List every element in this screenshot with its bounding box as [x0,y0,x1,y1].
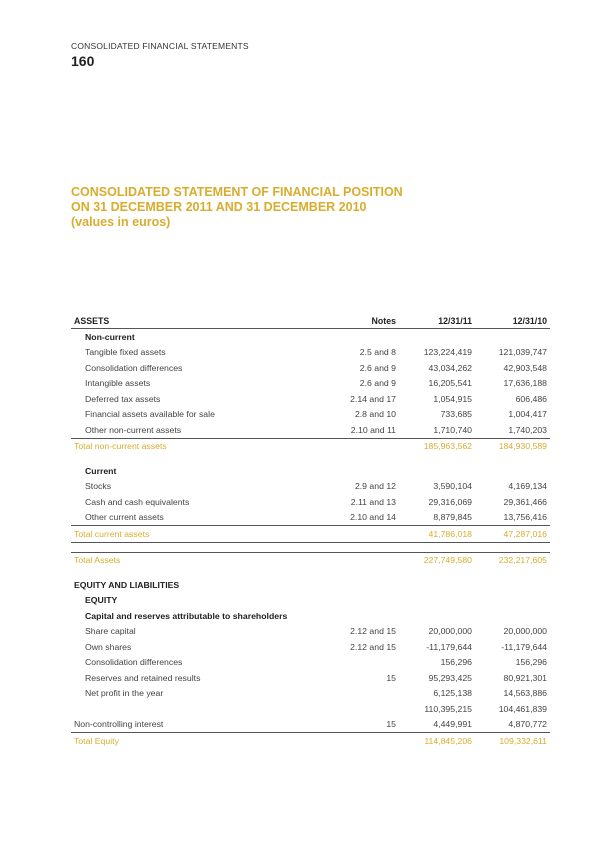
table-row [71,717,550,733]
noncontrolling-label: Non-controlling interest [71,717,333,733]
row-label: Own shares [85,641,132,652]
equity-subtotal-2011: 110,395,215 [424,703,472,714]
noncontrolling-2010: 4,870,772 [475,717,550,733]
section-label: CONSOLIDATED FINANCIAL STATEMENTS [71,41,249,51]
row-label: Other non-current assets [71,422,333,438]
row-label: Stocks [85,481,112,492]
spacer-row [71,568,550,577]
total-current-label: Total current assets [71,526,333,543]
notes-header: Notes [333,313,399,329]
section-heading-row [71,577,550,593]
row-value-2011: 43,034,262 [428,362,472,373]
current-heading: Current [85,465,117,476]
row-value-2010: 13,756,416 [475,510,550,526]
total-assets-label: Total Assets [71,552,333,568]
table-row [71,670,550,686]
row-label: Net profit in the year [85,688,164,699]
total-equity-2011: 114,845,206 [424,735,472,746]
title-line-1: CONSOLIDATED STATEMENT OF FINANCIAL POSITION [71,185,403,199]
subtotal-row [71,701,550,717]
row-notes: 2.12 and 15 [350,626,396,637]
row-value-2011: 95,293,425 [428,672,472,683]
row-value-2011: 156,296 [440,657,472,668]
row-notes: 2.10 and 11 [333,422,399,438]
year-2010-header: 12/31/10 [475,313,550,329]
total-row [71,526,550,543]
row-value-2010: 1,740,203 [475,422,550,438]
table-row [71,494,550,510]
total-equity-2010: 109,332,611 [499,735,547,746]
row-value-2010: 1,004,417 [508,409,547,420]
row-value-2011: 8,879,845 [399,510,475,526]
row-value-2010: 121,039,747 [498,347,547,358]
row-notes: 2.8 and 10 [354,409,396,420]
row-value-2010: -11,179,644 [501,641,547,652]
row-notes: 2.11 and 13 [350,496,396,507]
table-row [71,422,550,438]
row-notes: 2.10 and 14 [333,510,399,526]
total-noncurrent-label: Total non-current assets [74,441,167,452]
table-row [71,510,550,526]
table-row [71,479,550,495]
row-value-2011: -11,179,644 [426,641,472,652]
row-notes: 2.9 and 12 [354,481,396,492]
row-label: Tangible fixed assets [85,347,166,358]
row-value-2011: 16,205,541 [428,378,472,389]
table-header-row [71,313,550,329]
row-notes: 2.6 and 9 [359,362,396,373]
financial-position-table [71,313,550,749]
row-notes: 15 [333,717,399,733]
title-line-2: ON 31 DECEMBER 2011 AND 31 DECEMBER 2010 [71,200,367,214]
row-notes: 2.5 and 8 [359,347,396,358]
total-current-2011: 41,786,018 [399,526,475,543]
table-row [71,391,550,407]
row-value-2011: 6,125,138 [433,688,472,699]
table-row [71,686,550,702]
section-heading-row [71,608,550,624]
title-line-3: (values in euros) [71,215,171,229]
row-value-2011: 3,590,104 [433,481,472,492]
row-notes: 2.12 and 15 [350,641,396,652]
row-value-2010: 80,921,301 [503,672,547,683]
row-value-2011: 1,710,740 [399,422,475,438]
table-row [71,345,550,361]
row-label: Share capital [85,626,136,637]
row-value-2011: 123,224,419 [423,347,472,358]
row-label: Deferred tax assets [85,393,161,404]
row-notes: 2.14 and 17 [350,393,396,404]
row-value-2010: 20,000,000 [503,626,547,637]
row-label: Consolidation differences [85,657,183,668]
row-value-2010: 606,486 [515,393,547,404]
row-label: Cash and cash equivalents [85,496,190,507]
equity-subheading: EQUITY [85,595,118,606]
section-heading-row [71,329,550,345]
row-value-2011: 733,685 [440,409,472,420]
total-noncurrent-2010: 184,930,589 [498,441,547,452]
row-value-2010: 17,636,188 [503,378,547,389]
row-label: Other current assets [71,510,333,526]
total-row [71,552,550,568]
row-label: Intangible assets [85,378,151,389]
assets-header: ASSETS [71,313,333,329]
noncontrolling-2011: 4,449,991 [399,717,475,733]
table-row [71,360,550,376]
capital-reserves-heading: Capital and reserves attributable to shareholders [85,610,288,621]
row-notes [333,686,399,702]
year-2011-header: 12/31/11 [399,313,475,329]
table-row [71,624,550,640]
spacer-row [71,454,550,463]
table-row [71,376,550,392]
row-label: Consolidation differences [85,362,183,373]
table-row [71,655,550,671]
section-heading-row [71,593,550,609]
row-label: Financial assets available for sale [85,409,215,420]
table-row [71,639,550,655]
page-number: 160 [71,53,95,69]
row-value-2011: 1,054,915 [433,393,472,404]
statement-title [71,185,531,230]
total-assets-2010: 232,217,605 [475,552,550,568]
row-value-2010: 4,169,134 [508,481,547,492]
equity-subtotal-2010: 104,461,839 [498,703,547,714]
row-value-2010: 14,563,886 [503,688,547,699]
row-value-2011: 29,316,069 [428,496,472,507]
table-row [71,407,550,423]
row-value-2010: 29,361,466 [503,496,547,507]
total-assets-2011: 227,749,580 [399,552,475,568]
spacer-row [71,542,550,552]
row-label: Reserves and retained results [85,672,201,683]
total-equity-label: Total Equity [74,735,119,746]
total-noncurrent-2011: 185,963,562 [423,441,472,452]
row-value-2011: 20,000,000 [428,626,472,637]
row-notes [333,655,399,671]
row-notes: 2.6 and 9 [359,378,396,389]
row-notes: 15 [386,672,396,683]
section-heading-row [71,463,550,479]
total-current-2010: 47,287,016 [475,526,550,543]
equity-liabilities-heading: EQUITY AND LIABILITIES [74,579,180,590]
row-value-2010: 156,296 [515,657,547,668]
total-row [71,438,550,454]
noncurrent-heading: Non-current [85,331,135,342]
total-row [71,733,550,749]
row-value-2010: 42,903,548 [503,362,547,373]
